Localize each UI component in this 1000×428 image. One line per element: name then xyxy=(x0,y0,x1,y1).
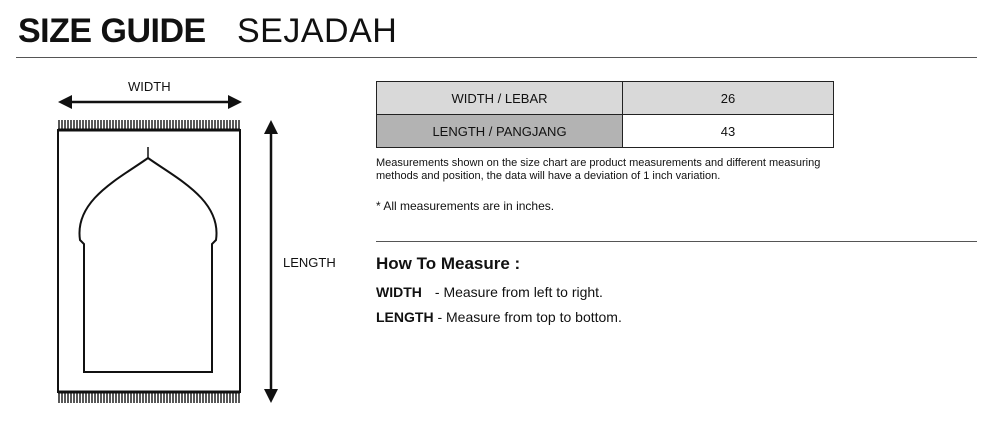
deviation-note: Measurements shown on the size chart are product measurements and different measuring methods and position, the data will have a deviation of 1 inch variation. xyxy=(376,157,821,182)
page-subtitle: SEJADAH xyxy=(237,12,398,50)
table-row xyxy=(377,115,834,148)
section-divider xyxy=(376,241,977,242)
prayer-mat-icon xyxy=(57,120,241,403)
measure-item-length xyxy=(376,309,622,326)
prayer-mat-diagram xyxy=(0,60,360,428)
units-note: * All measurements are in inches. xyxy=(376,199,555,213)
table-row xyxy=(377,82,834,115)
width-header-cell: WIDTH / LEBAR xyxy=(377,82,623,115)
length-value-cell: 43 xyxy=(623,115,834,148)
measure-item-width xyxy=(376,284,603,301)
measure-key: WIDTH xyxy=(376,284,422,300)
measure-key: LENGTH xyxy=(376,309,434,325)
double-arrow-horizontal-icon xyxy=(58,95,242,109)
size-table xyxy=(376,81,834,148)
how-to-measure-title: How To Measure : xyxy=(376,254,521,273)
length-label: LENGTH xyxy=(283,255,336,270)
page-title: SIZE GUIDE xyxy=(18,12,206,50)
title-divider xyxy=(16,57,977,58)
width-value-cell: 26 xyxy=(623,82,834,115)
width-label: WIDTH xyxy=(128,79,171,94)
measure-desc: - Measure from left to right. xyxy=(434,284,603,300)
length-header-cell: LENGTH / PANGJANG xyxy=(377,115,623,148)
double-arrow-vertical-icon xyxy=(264,120,278,403)
measure-desc: - Measure from top to bottom. xyxy=(437,309,622,325)
